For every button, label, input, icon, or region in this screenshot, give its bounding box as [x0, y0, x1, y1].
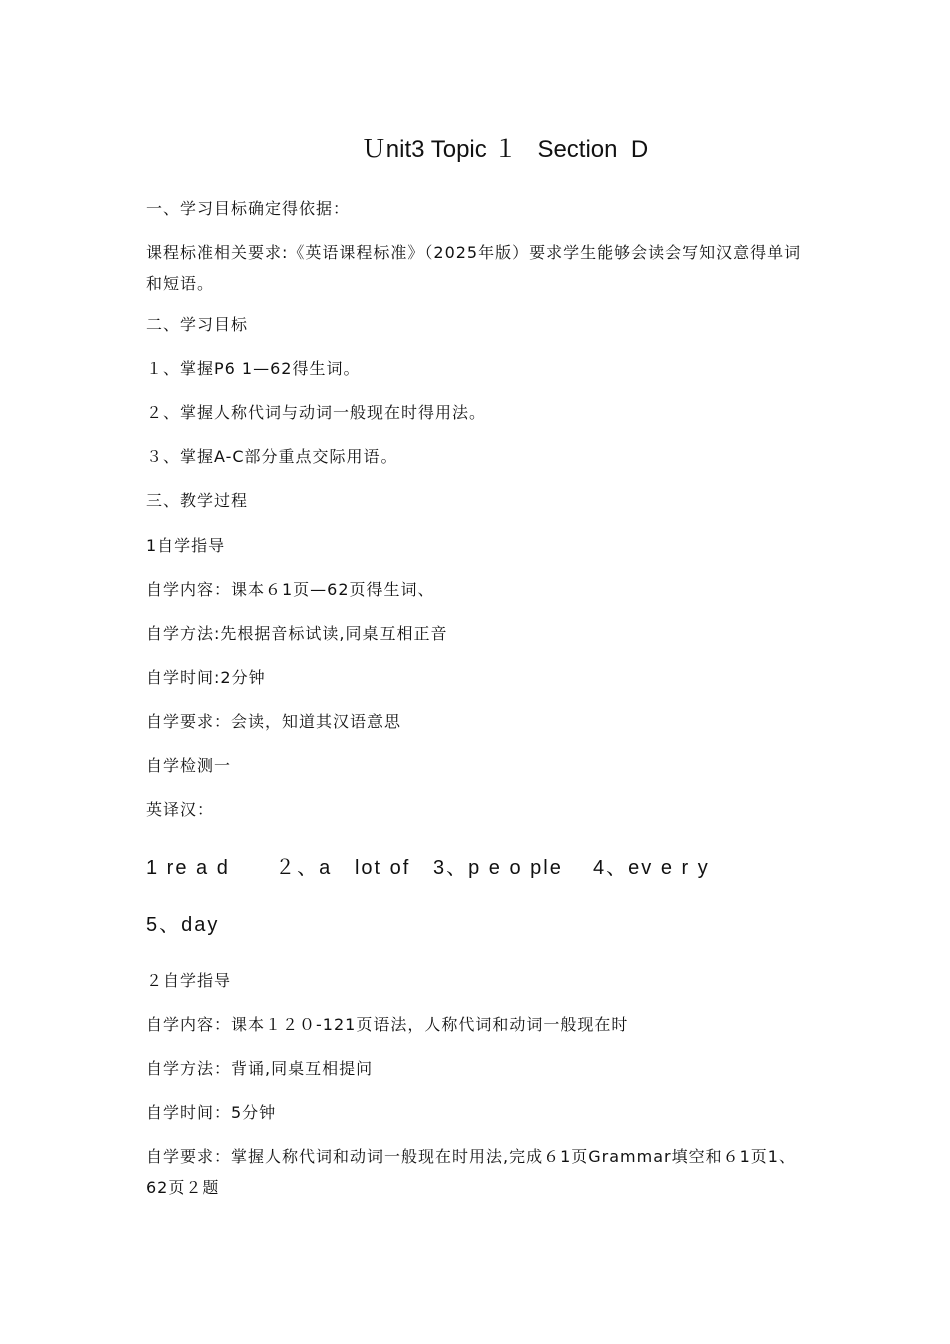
self-study-content-1: 自学内容：课本６1页—62页得生词、: [146, 580, 435, 599]
objective-item-2: ２、掌握人称代词与动词一般现在时得用法。: [146, 403, 487, 422]
objective-item-1: １、掌握P6 1—62得生词。: [146, 359, 361, 378]
objective-item-3: ３、掌握A-C部分重点交际用语。: [146, 447, 398, 466]
self-study-method-2: 自学方法：背诵,同桌互相提问: [146, 1059, 374, 1078]
self-study-time-2: 自学时间：5分钟: [146, 1103, 277, 1122]
english-to-chinese-label: 英译汉：: [146, 800, 215, 819]
section-heading-basis: 一、学习目标确定得依据：: [146, 199, 351, 218]
self-study-guide-1: 1自学指导: [146, 536, 226, 555]
self-study-requirement-1: 自学要求：会读，知道其汉语意思: [146, 712, 402, 731]
self-study-requirement-2: 自学要求：掌握人称代词和动词一般现在时用法,完成６1页Grammar填空和６1页1、62页２题: [146, 1147, 796, 1197]
self-study-time-1: 自学时间:2分钟: [146, 668, 266, 687]
vocab-list-line-1: 1 re a d ２、a lot of 3、p e o ple 4、ev e r y: [146, 857, 710, 879]
self-study-test-1: 自学检测一: [146, 756, 232, 775]
curriculum-requirement-paragraph: 课程标准相关要求:《英语课程标准》（2025年版）要求学生能够会读会写知汉意得单词和短语。: [146, 243, 802, 293]
section-heading-process: 三、教学过程: [146, 491, 249, 510]
self-study-guide-2: ２自学指导: [146, 971, 232, 990]
document-title: Ｕnit3 Topic １ Section D: [361, 136, 649, 163]
vocab-list-line-2: 5、day: [146, 914, 220, 936]
self-study-content-2: 自学内容：课本１２０-121页语法，人称代词和动词一般现在时: [146, 1015, 629, 1034]
self-study-method-1: 自学方法:先根据音标试读,同桌互相正音: [146, 624, 448, 643]
section-heading-objectives: 二、学习目标: [146, 315, 249, 334]
